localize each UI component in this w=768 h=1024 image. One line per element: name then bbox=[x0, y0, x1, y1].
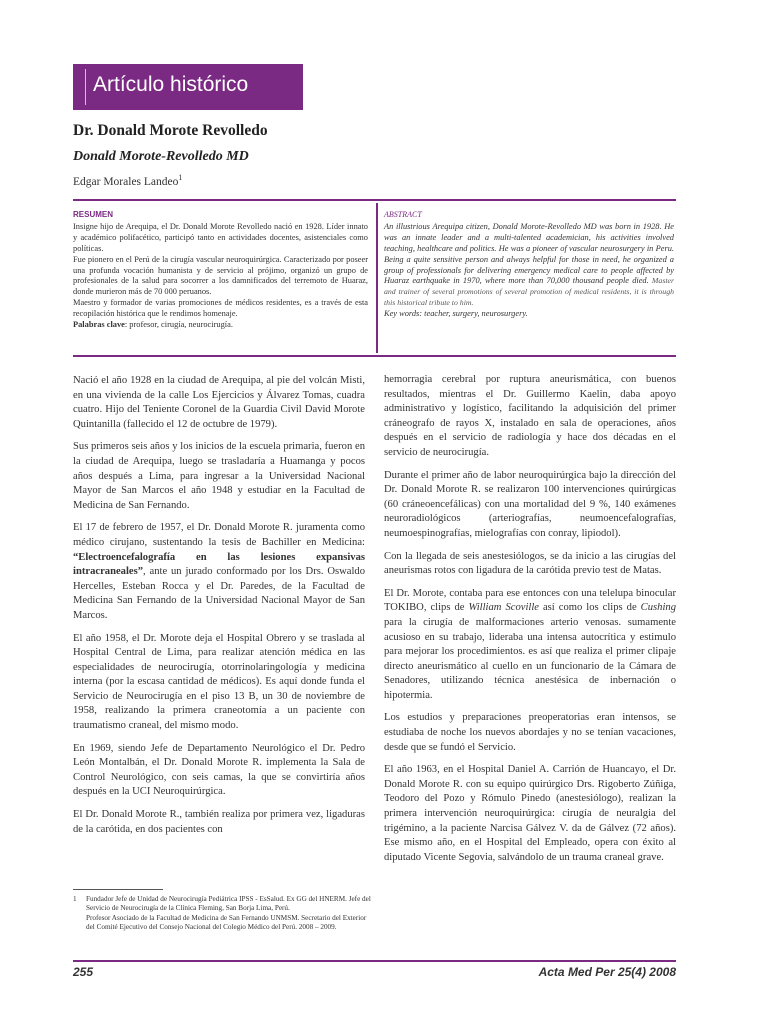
name-cushing: Cushing bbox=[640, 602, 676, 614]
abstract-bottom-rule bbox=[73, 355, 676, 357]
paragraph: El año 1958, el Dr. Morote deja el Hospital Obrero y se traslada al Hospital Central de Lima, para realizar atención médica en las especialidades de neurocirugía, otorrinolaringología y medicina interna (por la escasa cantidad de médicos). Es aquí donde funda el Servicio de Neurocirugía en el piso 13 B, un 30 de noviembre de 1958, realizando la primera craneotomía a un paciente con traumatismo craneal, del mismo modo. bbox=[73, 632, 365, 732]
section-banner bbox=[73, 64, 303, 110]
paragraph: El Dr. Donald Morote R., también realiza por primera vez, ligaduras de la carótida, en dos pacientes con bbox=[73, 809, 365, 835]
journal-citation: Acta Med Per 25(4) 2008 bbox=[538, 965, 676, 979]
paragraph-text: para la cirugía de malformaciones arterio venosas. sumamente acusioso en su trabajo, lideraba una intensa autocrítica y estimulo para mejorar los procedimientos. es así que realiza el primer clipaje directo aneurismático al cuello en un funcionario de la Cámara de Senadores, utilizando técnica anestésica de inbernación o hipotermia. bbox=[384, 616, 676, 701]
thesis-title: “Electroencefalografía en las lesiones expansivas intracraneales” bbox=[73, 551, 365, 578]
article-subtitle: Donald Morote-Revolledo MD bbox=[73, 149, 249, 164]
paragraph: Nació el año 1928 en la ciudad de Arequipa, al pie del volcán Misti, en una vivienda de la calle Los Ejercicios y Álvarez Tomas, cuadra cuatro. Hijo del Teniente Coronel de la Guardia Civil David Morote Quintanilla (fallecido el 12 de octubre de 1979). bbox=[73, 375, 365, 430]
footnote-number: 1 bbox=[73, 895, 77, 903]
paragraph: En 1969, siendo Jefe de Departamento Neurológico el Dr. Pedro León Montalbán, el Dr. Donald Morote R. implementa la Sala de Control Neurológico, con seis camas, la que se convirtiría años después en la UCI Neuroquirúrgica. bbox=[73, 742, 365, 798]
resumen-line: Fue pionero en el Perú de la cirugía vascular neuroquirúrgica. Caracterizado por poseer una profunda vocación humanista y de servicio al prójimo, organizó un grupo de profesionales de la salud para socorrer a los damnificados del terremoto de Huaraz, donde murieron más de 70 000 peruanos. bbox=[73, 254, 368, 297]
footnote-rule bbox=[73, 889, 163, 890]
abstract-body bbox=[384, 222, 674, 309]
abstract-keywords: Key words: teacher, surgery, neurosurgery. bbox=[384, 309, 528, 319]
footer-rule bbox=[73, 960, 676, 962]
paragraph: Los estudios y preparaciones preoperatorias eran intensos, se estudiaba de noche los nuevos abordajes y no se tenían vacaciones, desde que se fundó el Servicio. bbox=[384, 712, 676, 753]
paragraph bbox=[73, 521, 365, 623]
abstract-body-text: An illustrious Arequipa citizen, Donald Morote-Revolledo MD was born in 1928. He was an innate leader and a multi-talented academician, his activities involved teaching, healthcare and politics. He was a pioneer of vascular neurosurgery in Peru. Being a quite sensitive person and always helpful for those in need, he organized a group of professionals for delivering emergency medical care to people affected by Huaraz earthquake in 1970, where more than 70,000 thousand people died. bbox=[384, 221, 674, 286]
footnote bbox=[73, 895, 373, 933]
author-name: Edgar Morales Landeo bbox=[73, 175, 179, 188]
paragraph-text: El 17 de febrero de 1957, el Dr. Donald Morote R. juramenta como médico cirujano, sustentando la tesis de Bachiller en Medicina: bbox=[73, 522, 365, 548]
paragraph: Durante el primer año de labor neuroquirúrgica bajo la dirección del Dr. Donald Morote R. se realizaron 100 intervenciones quirúrgicas (60 cráneoencefálicas) con una mortalidad del 9 %, 140 exámenes neuroradiológicos (arteriografías, neumoencefalografías, neumoespinografías, mielografías con conray, lipiodol). bbox=[384, 469, 676, 539]
footnote-body bbox=[86, 895, 373, 933]
author-footnote-ref: 1 bbox=[178, 173, 183, 182]
paragraph-text: El Dr. Morote, contaba para ese entonces con una telelupa binocular TOKIBO, clips de bbox=[384, 587, 676, 614]
paragraph: El año 1963, en el Hospital Daniel A. Carrión de Huancayo, el Dr. Donald Morote R. con su equipo quirúrgico Drs. Rigoberto Zúñiga, Teodoro del Pozo y Rómulo Pinedo (anestesiólogo), realizan la primera intervención neuroquirúrgica: cirugía de neuralgia del trigémino, a la paciente Narcisa Gálvez V. da de Gálvez (72 años). Ese mismo año, en el Hospital del Empleado, opera con éxito al diputado Vicente Segovia, salvándolo de un trauma craneal grave. bbox=[384, 764, 676, 863]
paragraph-text: , ante un jurado conformado por los Drs. Oswaldo Hercelles, Esteban Rocca y el Dr. Paredes, de la Facultad de Medicina San Fernando de la Universidad Nacional Mayor de San Marcos. bbox=[73, 566, 365, 621]
body-right-column bbox=[384, 373, 676, 873]
resumen-keywords bbox=[73, 320, 368, 331]
abstract-top-rule bbox=[73, 199, 676, 201]
footnote-line: Profesor Asociado de la Facultad de Medicina de San Fernando UNMSM. Secretario del Exterior del Comité Ejecutivo del Consejo Nacional del Colegio Médico del Perú. 2008 – 2009. bbox=[86, 913, 367, 932]
keywords-text: : profesor, cirugía, neurocirugía. bbox=[124, 320, 233, 330]
author-line bbox=[73, 173, 182, 188]
resumen-line: Maestro y formador de varias promociones de médicos residentes, es a través de esta recopilación histórica que le rendimos homenaje. bbox=[73, 298, 368, 319]
resumen bbox=[73, 210, 368, 331]
paragraph-text: así como los clips de bbox=[538, 602, 641, 614]
name-scoville: William Scoville bbox=[468, 602, 539, 614]
keywords-label: Palabras clave bbox=[73, 320, 125, 330]
footnote-entry bbox=[73, 895, 373, 933]
abstract-tail: Master and trainer of several promotions of several promotion of medical residents, it is through this historical tribute to him. bbox=[384, 276, 675, 308]
article-title: Dr. Donald Morote Revolledo bbox=[73, 122, 268, 139]
paragraph: Con la llegada de seis anestesiólogos, se da inicio a las cirugías del aneurismas rotos con ligadura de la carótida previo test de Matas. bbox=[384, 550, 676, 577]
page-number: 255 bbox=[73, 965, 94, 979]
section-label: Artículo histórico bbox=[93, 73, 249, 96]
paragraph: hemorragia cerebral por ruptura aneurismática, con buenos resultados, mientras el Dr. Guillermo Kaelin, daba apoyo administrativo y logístico, facilitando la adquisición del primer cráneografo de rayos X, instalado en sala de operaciones, años después en el servicio de radiología y hace dos décadas en el servicio de neurocirugía. bbox=[384, 374, 676, 458]
abstract-label: ABSTRACT bbox=[384, 210, 422, 219]
paragraph bbox=[384, 587, 676, 704]
resumen-label: RESUMEN bbox=[73, 210, 114, 219]
paragraph: Sus primeros seis años y los inicios de la escuela primaria, fueron en la ciudad de Arequipa, luego se trasladaría a Huamanga y pocos años después a Lima, para ingresar a la Universidad Nacional Mayor de San Marcos el año 1948 y estudiar en la Facultad de Medicina de San Fernando. bbox=[73, 441, 365, 511]
abstract-en bbox=[384, 210, 674, 320]
resumen-line: Insigne hijo de Arequipa, el Dr. Donald Morote Revolledo nació en 1928. Líder innato y académico polifacético, participó tanto en actividades docentes, asistenciales como políticas. bbox=[73, 221, 368, 253]
abstract-divider bbox=[376, 203, 378, 353]
footnote-line: Fundador Jefe de Unidad de Neurocirugía Pediátrica IPSS - EsSalud. Ex GG del HNERM. Jefe del Servicio de Neurocirugía de la Clínica Fleming, San Borja Lima, Perú. bbox=[86, 895, 371, 913]
body-left-column bbox=[73, 374, 365, 845]
